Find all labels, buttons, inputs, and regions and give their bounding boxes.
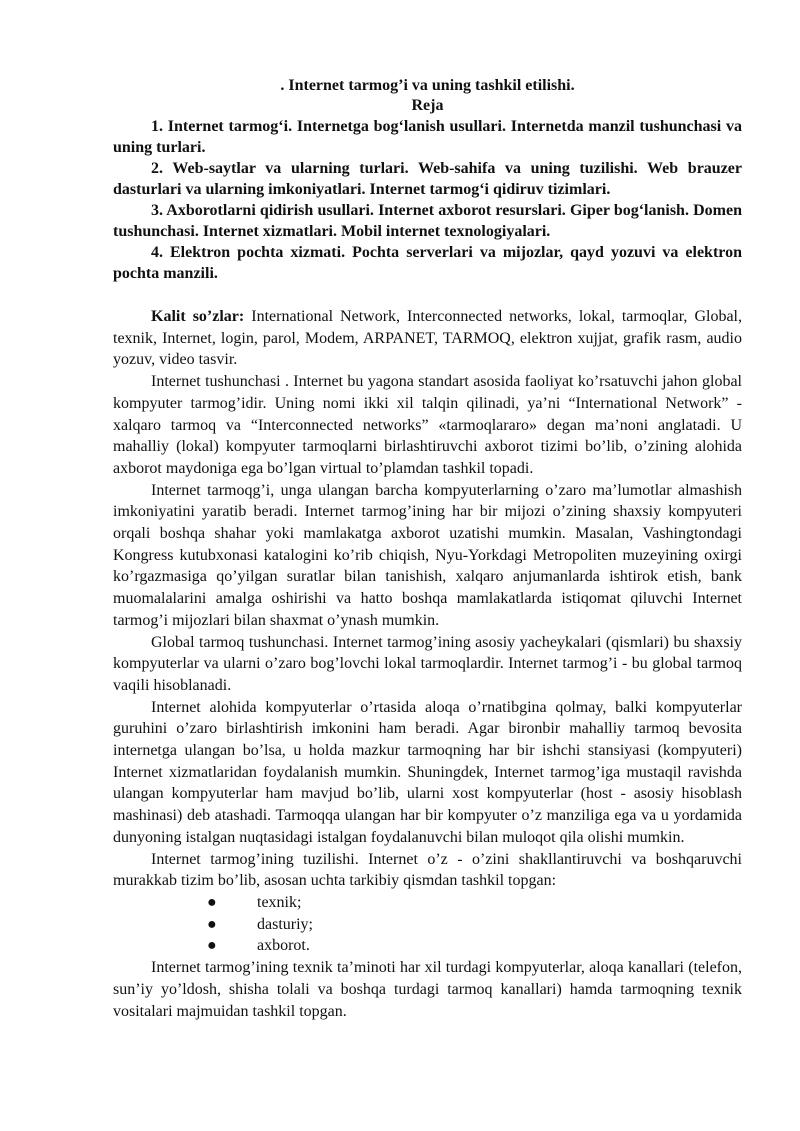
plan-heading: Reja: [411, 97, 444, 114]
body-paragraph: Internet tarmog’ining texnik ta’minoti har xil turdagi kompyuterlar, aloqa kanallari (telefon, sun’iy yo’ldosh, shisha tolali va boshqa turdagi tarmoq kanallari) hamda tarmoqning texnik vositalari majmuidan tashkil topgan.: [113, 959, 742, 1020]
body-paragraph: Internet tarmog’ining tuzilishi. Internet o’z - o’zini shakllantiruvchi va boshqaruvchi murakkab tizim bo’lib, asosan uchta tarkibiy qismdan tashkil topgan:: [113, 850, 742, 890]
list-item: [113, 892, 742, 914]
keywords-text: International Network, Interconnected networks, lokal, tarmoqlar, Global, texnik, Internet, login, parol, Modem, ARPANET, TARMOQ, elektron xujjat, grafik rasm, audio yozuv, video tasvir.: [113, 308, 742, 369]
section-spacer: [113, 284, 742, 306]
bullet-dot-icon: ●: [207, 937, 217, 955]
components-list: [113, 892, 742, 957]
plan-item: 1. Internet tarmog‘i. Internetga bog‘lanish usullari. Internetda manzil tushunchasi va uning turlari.: [113, 118, 742, 156]
body-paragraph: Global tarmoq tushunchasi. Internet tarmog’ining asosiy yacheykalari (qismlari) bu shaxsiy kompyuterlar va ularni o’zaro bog’lovchi lokal tarmoqlardir. Internet tarmog’i - bu global tarmoq vaqili hisoblanadi.: [113, 633, 742, 694]
list-item-label: texnik;: [257, 893, 302, 911]
body-paragraph: Internet tushunchasi . Internet bu yagona standart asosida faoliyat ko’rsatuvchi jahon global kompyuter tarmog’idir. Uning nomi ikki xil talqin qilinadi, ya’ni “International Network” - xalqaro tarmoq va “Interconnected networks” «tarmoqlararo» degan ma’noni anglatadi. U mahalliy (lokal) kompyuter tarmoqlarni birlashtiruvchi axborot tizimi bo’lib, o’zining alohida axborot maydoniga ega bo’lgan virtual to’plamdan tashkil topadi.: [113, 373, 742, 477]
list-item: [113, 914, 742, 936]
list-item-label: axborot.: [257, 937, 310, 955]
keywords-paragraph: [113, 306, 742, 371]
plan-item: 3. Axborotlarni qidirish usullari. Internet axborot resurslari. Giper bog‘lanish. Domen tushunchasi. Internet xizmatlari. Mobil internet texnologiyalari.: [113, 202, 742, 240]
document-title: . Internet tarmog’i va uning tashkil etilishi.: [280, 77, 575, 94]
bullet-dot-icon: ●: [207, 893, 217, 911]
body-paragraph: Internet alohida kompyuterlar o’rtasida aloqa o’rnatibgina qolmay, balki kompyuterlar guruhini o’zaro birlashtirish imkonini ham beradi. Agar bironbir mahalliy tarmoq bevosita internetga ulangan bo’lsa, u holda mazkur tarmoqning har bir ishchi stansiyasi (kompyuteri) Internet xizmatlaridan foydalanish mumkin. Shuningdek, Internet tarmog’iga mustaqil ravishda ulangan kompyuterlar ham mavjud bo’lib, ularni xost kompyuterlar (host - asosiy hisoblash mashinasi) deb atashadi. Tarmoqqa ulangan har bir kompyuter o’z manziliga ega va u yordamida dunyoning istalgan nuqtasidagi istalgan foydalanuvchi bilan muloqot qila olishi mumkin.: [113, 698, 742, 846]
plan-item: 4. Elektron pochta xizmati. Pochta serverlari va mijozlar, qayd yozuvi va elektron pochta manzili.: [113, 244, 742, 282]
plan-item: 2. Web-saytlar va ularning turlari. Web-sahifa va uning tuzilishi. Web brauzer dasturlari va ularning imkoniyatlari. Internet tarmog‘i qidiruv tizimlari.: [113, 160, 742, 198]
plan-list: [113, 116, 742, 284]
list-item: [113, 935, 742, 957]
body-paragraph: Internet tarmoqg’i, unga ulangan barcha kompyuterlarning o’zaro ma’lumotlar almashish imkoniyatini yaratib beradi. Internet tarmog’ining har bir mijozi o’zining shaxsiy kompyuteri orqali boshqa shahar yoki mamlakatga axborot uzatishi mumkin. Masalan, Vashingtondagi Kongress kutubxonasi katalogini ko’rib chiqish, Nyu-Yorkdagi Metropoliten muzeyining oxirgi ko’rgazmasiga qo’yilgan suratlar bilan tanishish, xalqaro anjumanlarda ishtirok etish, bank muomalalarini amalga oshirishi va hatto boshqa mamlakatlarda istiqomat qiluvchi Internet tarmog’i mijozlari bilan shaxmat o’ynash mumkin.: [113, 481, 742, 629]
bullet-dot-icon: ●: [207, 915, 217, 933]
document-page: [113, 76, 742, 1022]
keywords-label: Kalit so’zlar:: [151, 308, 245, 325]
list-item-label: dasturiy;: [257, 915, 313, 933]
